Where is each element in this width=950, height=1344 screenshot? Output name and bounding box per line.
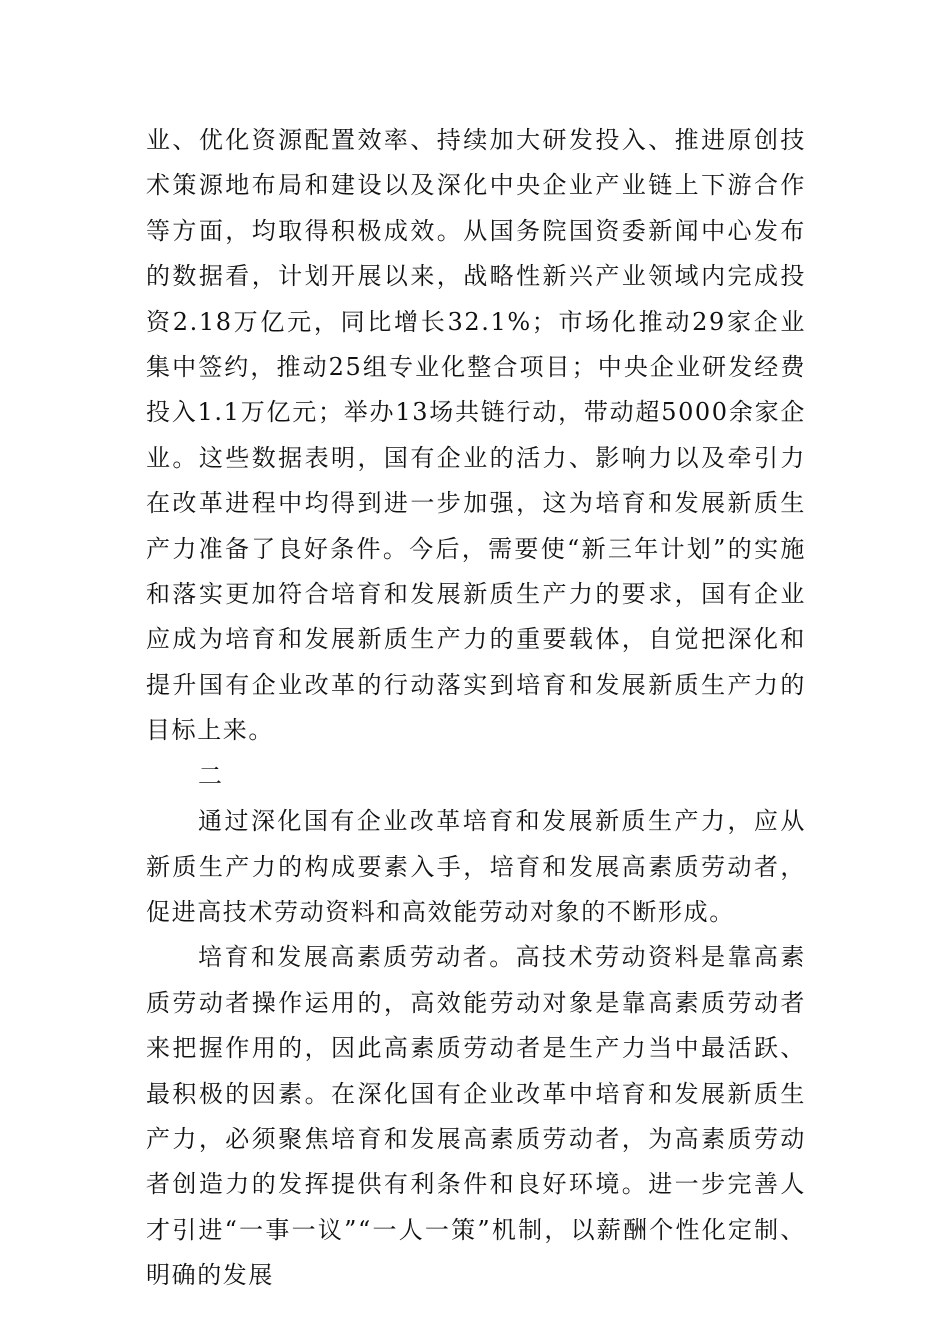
paragraph-talent: 培育和发展高素质劳动者。高技术劳动资料是靠高素质劳动者操作运用的，高效能劳动对象是靠高素质劳动者来把握作用的，因此高素质劳动者是生产力当中最活跃、最积极的因素。在深化国有企业改革中培育和发展新质生产力，必须聚焦培育和发展高素质劳动者，为高素质劳动者创造力的发挥提供有利条件和良好环境。进一步完善人才引进“一事一议”“一人一策”机制，以薪酬个性化定制、明确的发展 bbox=[146, 943, 806, 1290]
document-body bbox=[146, 118, 806, 1299]
paragraph-continued: 业、优化资源配置效率、持续加大研发投入、推进原创技术策源地布局和建设以及深化中央企业产业链上下游合作等方面，均取得积极成效。从国务院国资委新闻中心发布的数据看，计划开展以来，战略性新兴产业领域内完成投资2.18万亿元，同比增长32.1%；市场化推动29家企业集中签约，推动25组专业化整合项目；中央企业研发经费投入1.1万亿元；举办13场共链行动，带动超5000余家企业。这些数据表明，国有企业的活力、影响力以及牵引力在改革进程中均得到进一步加强，这为培育和发展新质生产力准备了良好条件。今后，需要使“新三年计划”的实施和落实更加符合培育和发展新质生产力的要求，国有企业应成为培育和发展新质生产力的重要载体，自觉把深化和提升国有企业改革的行动落实到培育和发展新质生产力的目标上来。 bbox=[146, 126, 806, 745]
section-heading: 二 bbox=[198, 761, 224, 790]
paragraph-intro: 通过深化国有企业改革培育和发展新质生产力，应从新质生产力的构成要素入手，培育和发展高素质劳动者，促进高技术劳动资料和高效能劳动对象的不断形成。 bbox=[146, 807, 806, 926]
